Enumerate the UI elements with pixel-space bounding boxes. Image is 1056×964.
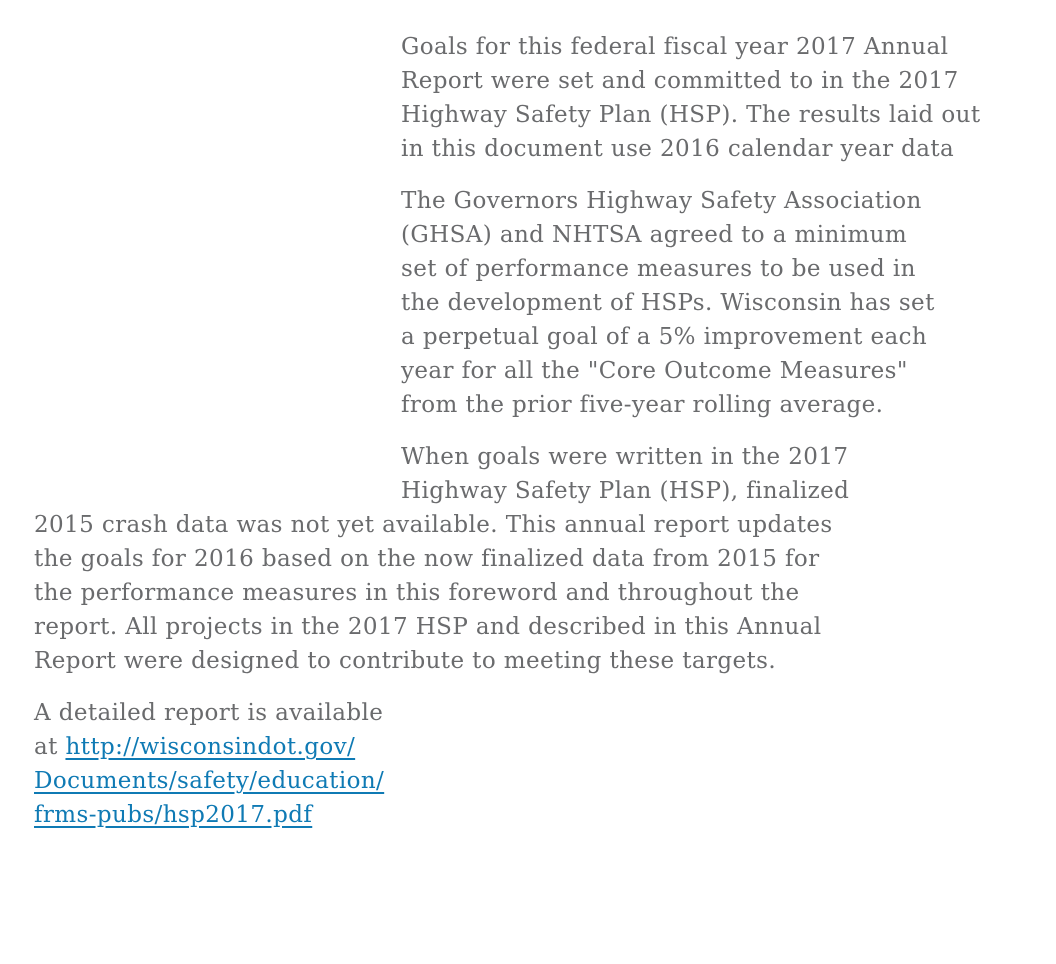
paragraph-detailed-report — [34, 696, 1010, 832]
text-line: from the prior five-year rolling average. — [401, 392, 884, 418]
text-line: a perpetual goal of a 5% improvement each — [401, 324, 928, 350]
hsp2017-report-link[interactable]: http://wisconsindot.gov/ — [65, 734, 356, 760]
paragraph-annual-report-goals — [401, 30, 1010, 166]
text-line — [34, 798, 1010, 832]
text-line: Highway Safety Plan (HSP), finalized — [401, 478, 850, 504]
paragraph-ghsa-nhtsa — [401, 184, 1010, 422]
link-prefix: at — [34, 734, 66, 760]
text-line: set of performance measures to be used in — [401, 256, 916, 282]
paragraph-when-goals — [34, 440, 1010, 678]
hsp2017-report-link[interactable]: Documents/safety/education/ — [34, 768, 385, 794]
text-line: Report were set and committed to in the 2017 — [401, 68, 959, 94]
text-line: Goals for this federal fiscal year 2017 Annual — [401, 34, 949, 60]
text-line — [34, 730, 1010, 764]
text-line: When goals were written in the 2017 — [401, 444, 849, 470]
hsp2017-report-link[interactable]: frms-pubs/hsp2017.pdf — [34, 802, 313, 828]
text-line: 2015 crash data was not yet available. This annual report updates — [34, 512, 833, 538]
text-line: A detailed report is available — [34, 700, 384, 726]
text-line: report. All projects in the 2017 HSP and described in this Annual — [34, 614, 822, 640]
text-line: (GHSA) and NHTSA agreed to a minimum — [401, 222, 908, 248]
text-line: the performance measures in this foreword and throughout the — [34, 580, 800, 606]
text-line: the goals for 2016 based on the now finalized data from 2015 for — [34, 546, 820, 572]
text-line: in this document use 2016 calendar year data — [401, 136, 955, 162]
text-line: year for all the "Core Outcome Measures" — [401, 358, 908, 384]
text-line: the development of HSPs. Wisconsin has set — [401, 290, 935, 316]
text-line: Report were designed to contribute to meeting these targets. — [34, 648, 777, 674]
text-line: The Governors Highway Safety Association — [401, 188, 922, 214]
text-line: Highway Safety Plan (HSP). The results laid out — [401, 102, 981, 128]
text-line — [34, 764, 1010, 798]
